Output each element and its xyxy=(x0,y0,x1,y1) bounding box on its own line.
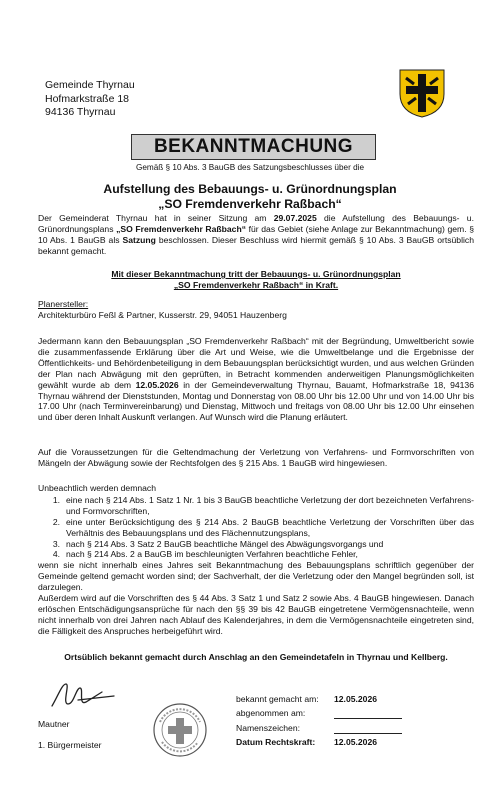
planner-text: Architekturbüro Feßl & Partner, Kusserstr. 29, 94051 Hauzenberg xyxy=(38,309,287,320)
announced-label: bekannt gemacht am: xyxy=(236,693,319,704)
title-line-1: Aufstellung des Bebauungs- u. Grünordnungsplan xyxy=(103,182,397,196)
announcement-meta xyxy=(236,690,402,748)
signatory-role: 1. Bürgermeister xyxy=(38,740,102,750)
intro-satzung: Satzung xyxy=(122,234,156,245)
list-item-text: eine unter Berücksichtigung des § 214 Abs. 2 BauGB beachtliche Verletzung der Vorschriften über das Verhältnis des Bebauungsplans und des Flächennutzungsplans, xyxy=(66,516,474,538)
announced-row xyxy=(236,690,402,705)
irrelevant-tail-2: Außerdem wird auf die Vorschriften des § 44 Abs. 3 Satz 1 und Satz 2 sowie Abs. 4 BauGB hingewiesen. Danach erlöschen Entschädigungsansprüche für nach den §§ 39 bis 42 BauGB eingetretene Vermögensnachteile, wenn nicht innerhalb von drei Jahren nach Ablauf des Kalenderjahres, in dem die Vermögensnachteile eingetreten sind, die Fälligkeit des Anspruches herbeigeführt wird. xyxy=(38,593,474,636)
list-item-number: 2. xyxy=(52,516,60,527)
posting-statement: Ortsüblich bekannt gemacht durch Anschlag an den Gemeindetafeln in Thyrnau und Kellberg. xyxy=(64,652,448,662)
effective-label: Datum Rechtskraft: xyxy=(236,737,316,747)
irrelevant-tail-1: wenn sie nicht innerhalb eines Jahres seit Bekanntmachung des Bebauungsplans schriftlich gegenüber der Gemeinde geltend gemacht worden sind; der Sachverhalt, der die Verletzung oder den Mangel begründen soll, ist darzulegen. xyxy=(38,560,474,593)
irrelevant-list xyxy=(38,495,474,560)
removed-label: abgenommen am: xyxy=(236,708,306,718)
signature-icon xyxy=(48,678,118,712)
intro-plan-name: „SO Fremdenverkehr Raßbach“ xyxy=(116,223,246,234)
intro-paragraph xyxy=(38,213,474,257)
inspection-paragraph xyxy=(38,336,474,423)
list-item-text: nach § 214 Abs. 2 a BauGB im beschleunigten Verfahren beachtliche Fehler, xyxy=(66,549,358,560)
list-item-text: eine nach § 214 Abs. 1 Satz 1 Nr. 1 bis 3 BauGB beachtliche Verletzung der dort bezeichneten Verfahrens- und Formvorschriften, xyxy=(66,494,474,516)
list-item-number: 3. xyxy=(52,538,60,549)
notice-paragraph: Auf die Voraussetzungen für die Geltendmachung der Verletzung von Verfahrens- und Formvorschriften von Mängeln der Abwägung sowie der Rechtsfolgen des § 215 Abs. 1 BauGB wird hingewiesen. xyxy=(38,447,474,468)
sender-name: Gemeinde Thyrnau xyxy=(45,79,135,91)
planner-block xyxy=(38,299,474,321)
list-item-number: 4. xyxy=(52,549,60,560)
initials-label: Namenszeichen: xyxy=(236,722,301,733)
list-item xyxy=(38,539,474,550)
removed-row xyxy=(236,705,402,720)
crest-icon xyxy=(398,68,446,118)
list-item xyxy=(38,517,474,539)
effective-value: 12.05.2026 xyxy=(334,737,378,747)
announced-value: 12.05.2026 xyxy=(334,693,378,704)
sender-street: Hofmarkstraße 18 xyxy=(45,92,130,105)
intro-text-d: beschlossen. Dieser Beschluss wird hiermit gemäß § 10 Abs. 3 BauGB ortsüblich bekannt gemacht. xyxy=(38,234,474,256)
irrelevant-heading: Unbeachtlich werden demnach xyxy=(38,483,156,493)
legal-basis: Gemäß § 10 Abs. 3 BauGB des Satzungsbeschlusses über die xyxy=(135,163,365,172)
initials-blank-line xyxy=(334,723,402,734)
sender-address xyxy=(45,79,135,120)
intro-text-c: für das Gebiet (siehe Anlage zur Bekanntmachung) gem. § 10 Abs. 1 BauGB als xyxy=(38,223,474,245)
signatory-name: Mautner xyxy=(38,719,70,729)
effect-line-2: „SO Fremdenverkehr Raßbach“ in Kraft. xyxy=(173,279,339,290)
removed-blank-line xyxy=(334,708,402,719)
inspection-text-b: in der Gemeindeverwaltung Thyrnau, Bauamt, Hofmarkstraße 18, 94136 Thyrnau während der Dienststunden, Montag und Donnerstag von 08.00 Uhr bis 12.00 Uhr und von 14.00 Uhr bis 17.00 Uhr (nach Terminvereinbarung) und Dienstag, Mittwoch und freitags von 08.00 Uhr bis 12.00 Uhr einsehen und über deren Inhalt Auskunft verlangen. Auf Wunsch wird die Planung erläutert. xyxy=(38,379,474,423)
intro-text-b: die Aufstellung des Bebauungs- u. Grünordnungsplans xyxy=(38,213,474,234)
list-item-number: 1. xyxy=(52,494,60,505)
initials-row xyxy=(236,719,402,734)
inspection-text-a: Jedermann kann den Bebauungsplan „SO Fremdenverkehr Raßbach“ mit der Begründung, Umweltbericht sowie die zusammenfassende Erklärung über die Art und Weise, wie die Umweltbelange und die Ergebnisse der Öffentlichkeits- und Behördenbeteiligung in dem Bebauungsplan berücksichtigt wurden, und aus welchen Gründen der Plan nach Abwägung mit den geprüften, in Betracht kommenden anderweitigen Planungsmöglichkeiten gewählt wurde ab dem xyxy=(38,336,474,390)
intro-date: 29.07.2025 xyxy=(273,213,317,223)
irrelevant-section xyxy=(38,483,474,637)
seal-icon xyxy=(152,702,208,758)
intro-text-a: Der Gemeinderat Thyrnau hat in seiner Sitzung am xyxy=(38,213,274,223)
list-item xyxy=(38,549,474,560)
effect-statement xyxy=(38,269,474,291)
effective-row xyxy=(236,734,402,749)
title-line-2: „SO Fremdenverkehr Raßbach“ xyxy=(158,197,342,211)
list-item xyxy=(38,495,474,517)
planner-heading: Planersteller: xyxy=(38,299,89,309)
list-item-text: nach § 214 Abs. 3 Satz 2 BauGB beachtliche Mängel des Abwägungsvorgangs und xyxy=(66,538,384,549)
effect-line-1: Mit dieser Bekanntmachung tritt der Bebauungs- u. Grünordnungsplan xyxy=(111,269,401,279)
inspection-date: 12.05.2026 xyxy=(135,379,179,390)
document-title xyxy=(0,182,500,212)
sender-city: 94136 Thyrnau xyxy=(45,106,116,118)
notice-banner: BEKANNTMACHUNG xyxy=(131,134,376,160)
